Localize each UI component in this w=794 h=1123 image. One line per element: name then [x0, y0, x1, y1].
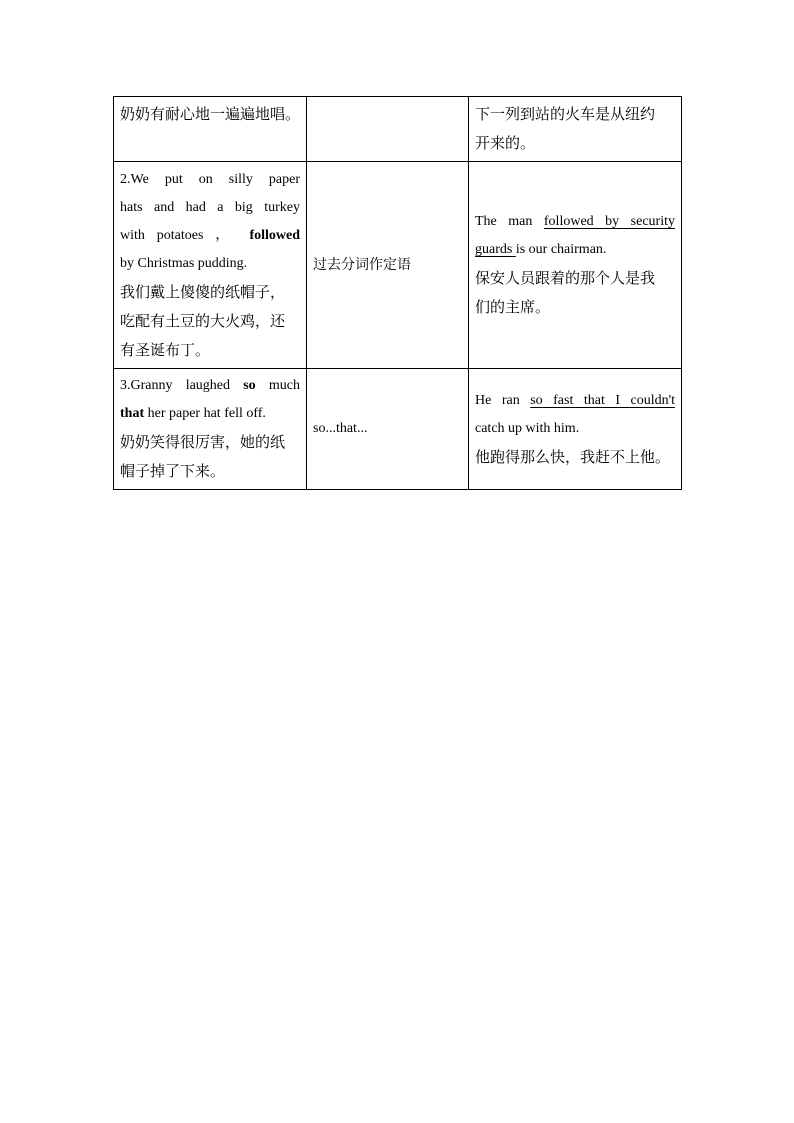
extension-cell — [469, 162, 682, 369]
example-chinese-line: 有圣诞布丁。 — [120, 340, 211, 359]
extension-chinese-line: 下一列到站的火车是从纽约 — [475, 105, 656, 123]
table-row — [114, 97, 682, 162]
extension-english-text: The man — [475, 214, 544, 229]
example-english-text: much — [255, 378, 300, 393]
example-english-line: by Christmas pudding. — [120, 255, 248, 271]
extension-chinese-line: 保安人员跟着的那个人是我 — [475, 269, 656, 287]
example-english-text: 3.Granny laughed — [120, 378, 244, 393]
example-chinese-line: 我们戴上傻傻的纸帽子， — [120, 282, 286, 301]
grammar-point-cell: so...that... — [307, 369, 469, 490]
extension-english-text: He ran — [475, 392, 531, 408]
example-english-text: her paper hat fell off. — [144, 406, 266, 421]
example-chinese-line: 奶奶笑得很厉害，她的纸 — [120, 433, 286, 451]
extension-english-line — [475, 208, 675, 236]
key-word-bold: so — [243, 378, 256, 393]
example-cell — [114, 97, 307, 162]
underlined-phrase: guards — [475, 242, 516, 257]
table-row — [114, 369, 682, 490]
grammar-table — [113, 96, 682, 490]
grammar-point-cell: 过去分词作定语 — [307, 162, 469, 369]
example-chinese-line: 帽子掉了下来。 — [120, 462, 226, 480]
underlined-phrase: followed by security — [543, 214, 675, 229]
example-english-line — [120, 222, 300, 250]
extension-english-line — [475, 236, 675, 264]
extension-english-line: catch up with him. — [475, 420, 580, 436]
extension-chinese-line: 们的主席。 — [475, 298, 551, 316]
extension-english-text: is our chairman. — [515, 242, 607, 257]
extension-chinese-line: 开来的。 — [475, 134, 536, 152]
extension-english-line — [475, 387, 675, 415]
key-word-bold: that — [120, 406, 145, 421]
example-english-text: with potatoes ， — [120, 227, 250, 243]
example-chinese-text: 奶奶有耐心地一遍遍地唱。 — [120, 105, 301, 123]
example-english-line: hats and had a big turkey — [120, 199, 300, 215]
extension-chinese-line: 他跑得那么快，我赶不上他。 — [475, 447, 671, 466]
extension-cell — [469, 97, 682, 162]
example-cell — [114, 162, 307, 369]
table-row — [114, 162, 682, 369]
grammar-point-cell — [307, 97, 469, 162]
example-english-line: 2.We put on silly paper — [120, 171, 300, 187]
example-english-line — [120, 400, 300, 428]
example-english-line — [120, 372, 300, 400]
example-chinese-line: 吃配有土豆的大火鸡，还 — [120, 311, 286, 330]
extension-cell — [469, 369, 682, 490]
key-word-bold: followed — [249, 227, 300, 243]
underlined-phrase: so fast that I couldn't — [530, 392, 675, 408]
example-cell — [114, 369, 307, 490]
